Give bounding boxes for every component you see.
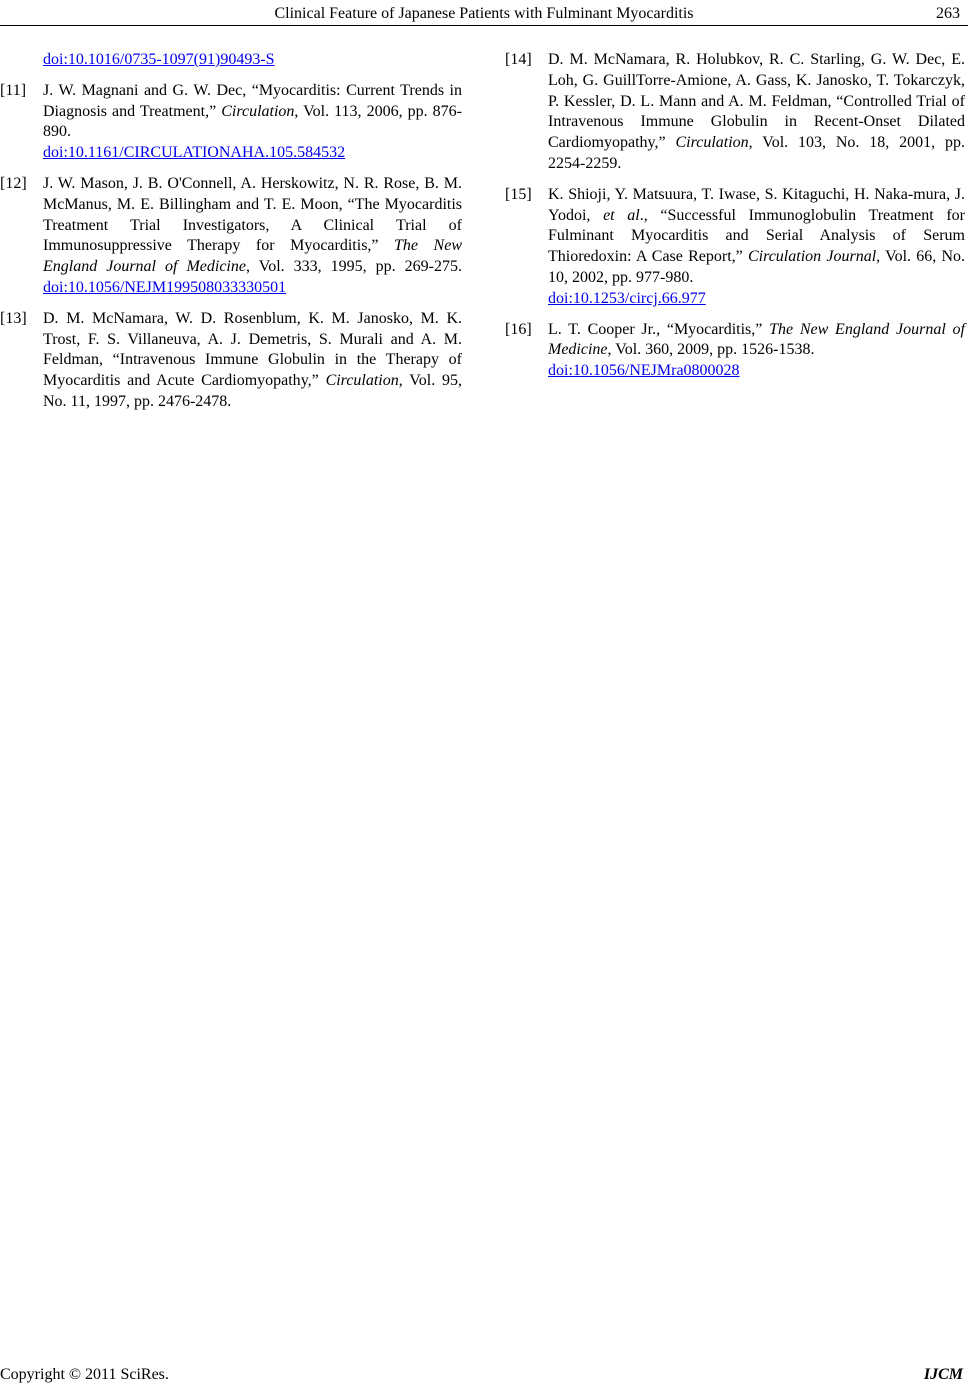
reference-text: D. M. McNamara, W. D. Rosenblum, K. M. Janosko, M. K. Trost, F. S. Villaneuva, A. J. Demetris, S. Murali and A. M. Feldman, “Intravenous Immune Globulin in the Therapy of Myocarditis and Acute Cardiomyopathy,”	[43, 309, 462, 390]
doi-link[interactable]: doi:10.1056/NEJMra0800028	[548, 362, 740, 380]
reference-14	[505, 50, 965, 175]
doi-link[interactable]: doi:10.1056/NEJM199508033330501	[43, 278, 287, 296]
reference-number: [11]	[0, 81, 27, 99]
page-number: 263	[936, 5, 960, 22]
reference-details: , Vol. 66, No. 10, 2002, pp. 977-980.	[548, 248, 965, 286]
journal-name: Circulation	[675, 134, 749, 152]
page-footer	[0, 1362, 968, 1386]
journal-name: Circulation	[221, 102, 295, 120]
reference-text: L. T. Cooper Jr., “Myocarditis,”	[548, 320, 770, 338]
reference-text: J. W. Magnani and G. W. Dec, “Myocarditis: Current Trends in Diagnosis and Treatment,”	[43, 81, 462, 120]
reference-text: K. Shioji, Y. Matsuura, T. Iwase, S. Kitaguchi, H. Naka-mura, J. Yodoi,	[548, 185, 965, 224]
reference-details: , Vol. 103, No. 18, 2001, pp. 2254-2259.	[548, 134, 966, 172]
journal-name: The New England Journal of Medicine	[43, 237, 462, 276]
reference-16	[505, 320, 965, 382]
journal-name: Circulation Journal	[747, 248, 877, 266]
reference-number: [14]	[505, 51, 532, 68]
reference-15	[505, 185, 965, 310]
journal-name: The New England Journal of Medicine	[548, 320, 965, 359]
running-title: Clinical Feature of Japanese Patients with Fulminant Myocarditis	[274, 5, 694, 22]
reference-number: [12]	[0, 174, 27, 192]
reference-text-continued: ., “Successful Immunoglobulin Treatment for Fulminant Myocarditis and Serial Analysis of Serum Thioredoxin: A Case Report,”	[548, 206, 965, 266]
reference-text: J. W. Mason, J. B. O'Connell, A. Herskowitz, N. R. Rose, B. M. McManus, M. E. Billingham and T. E. Moon, “The Myocarditis Treatment Trial Investigators, A Clinical Trial of Immunosuppressive Therapy for Myocarditis,”	[43, 174, 462, 255]
reference-column-right	[505, 50, 965, 392]
header-rule	[0, 25, 968, 26]
journal-name: Circulation	[325, 372, 399, 390]
reference-number: [16]	[505, 320, 532, 338]
reference-details: , Vol. 95, No. 11, 1997, pp. 2476-2478.	[43, 372, 463, 410]
journal-abbreviation: IJCM	[923, 1366, 963, 1383]
reference-continued	[0, 50, 462, 71]
reference-11	[0, 81, 462, 164]
doi-link[interactable]: doi:10.1161/CIRCULATIONAHA.105.584532	[43, 144, 346, 162]
reference-details: , Vol. 360, 2009, pp. 1526-1538.	[607, 341, 815, 359]
reference-number: [13]	[0, 309, 27, 327]
reference-details: , Vol. 333, 1995, pp. 269-275.	[245, 258, 462, 276]
reference-number: [15]	[505, 185, 532, 203]
reference-details: , Vol. 113, 2006, pp. 876-890.	[43, 102, 462, 141]
et-al: et al	[603, 206, 640, 224]
reference-13	[0, 309, 462, 413]
reference-column-left	[0, 50, 462, 423]
copyright-notice: Copyright © 2011 SciRes.	[0, 1366, 169, 1383]
page-header	[0, 0, 968, 28]
reference-12	[0, 174, 462, 299]
doi-link[interactable]: doi:10.1016/0735-1097(91)90493-S	[43, 51, 275, 68]
doi-link[interactable]: doi:10.1253/circj.66.977	[548, 289, 706, 307]
reference-text: D. M. McNamara, R. Holubkov, R. C. Starling, G. W. Dec, E. Loh, G. GuillTorre-Amione, A. Gass, K. Janosko, T. Tokarczyk, P. Kessler, D. L. Mann and A. M. Feldman, “Controlled Trial of Intravenous Immune Globulin in Recent-Onset Dilated Cardiomyopathy,”	[548, 51, 965, 152]
